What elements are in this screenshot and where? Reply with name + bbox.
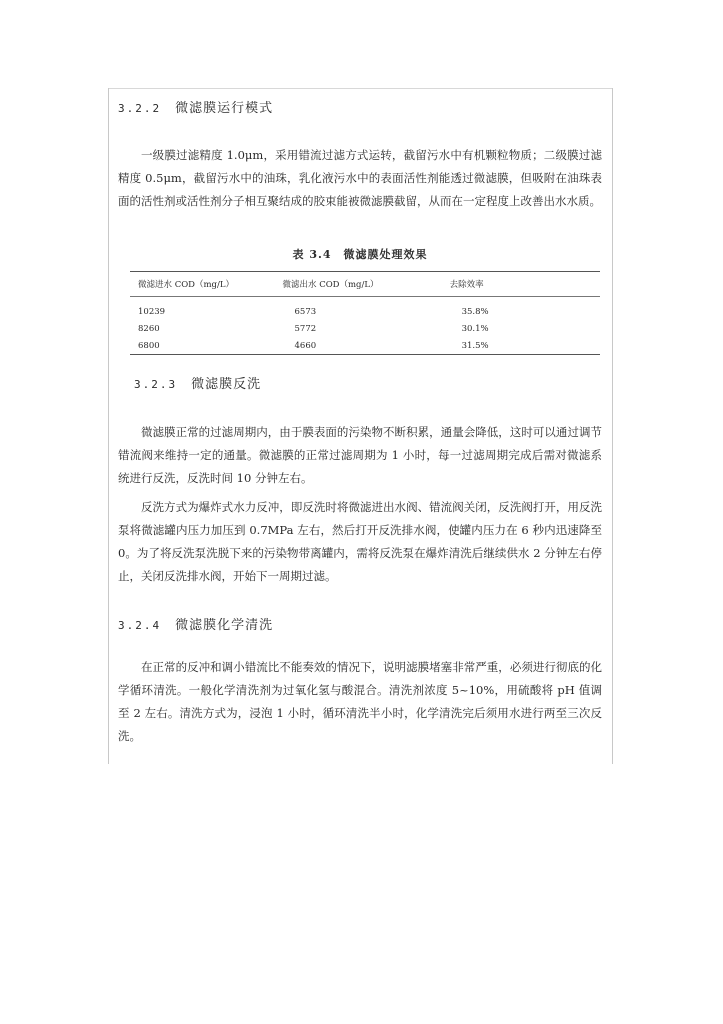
section-322-number: 3.2.2 [118,102,162,115]
table-header-effluent-cod: 微滤出水 COD（mg/L） [282,280,379,290]
table-cell: 6800 [138,340,160,351]
section-323-paragraph-1: 微滤膜正常的过滤周期内，由于膜表面的污染物不断积累，通量会降低，这时可以通过调节错流阀来维持一定的通量。微滤膜的正常过滤周期为 1 小时，每一过滤周期完成后需对微滤系统进行反洗，反洗时间 10 分钟左右。 [118,425,602,485]
page-frame-left [108,88,109,764]
section-322-paragraph: 一级膜过滤精度 1.0μm，采用错流过滤方式运转，截留污水中有机颗粒物质；二级膜过滤精度 0.5μm，截留污水中的油珠，乳化液污水中的表面活性剂能透过微滤膜，但吸附在油珠表面的活性剂或活性剂分子相互聚结成的胶束能被微滤膜截留，从而在一定程度上改善出水水质。 [118,148,602,208]
section-322-heading [118,97,273,116]
page-frame-right [612,88,613,764]
table-header-row [130,272,600,297]
table-header-influent-cod: 微滤进水 COD（mg/L） [138,280,234,290]
table-cell: 10239 [138,306,166,317]
treatment-effect-table [130,271,600,355]
section-324-title: 微滤膜化学清洗 [175,618,274,633]
table-caption [118,246,602,262]
section-323-number: 3.2.3 [134,378,178,391]
table-caption-title: 微滤膜处理效果 [343,248,428,261]
section-323-title: 微滤膜反洗 [191,377,262,392]
table-cell: 35.8% [461,306,489,317]
page-frame-top [108,88,613,89]
table-cell: 6573 [294,306,317,317]
table-cell: 8260 [138,323,160,334]
table-cell: 5772 [294,323,317,334]
table-cell: 4660 [294,340,317,351]
table-caption-number: 表 3.4 [292,248,332,261]
section-324-number: 3.2.4 [118,619,162,632]
table-row [130,297,600,321]
section-323-heading [134,373,261,392]
section-324-heading [118,614,273,633]
section-323-paragraph-2: 反洗方式为爆炸式水力反冲，即反洗时将微滤进出水阀、错流阀关闭，反洗阀打开，用反洗泵将微滤罐内压力加压到 0.7MPa 左右，然后打开反洗排水阀，使罐内压力在 6 秒内迅速降至 0。为了将反洗泵洗脱下来的污染物带离罐内，需将反洗泵在爆炸清洗后继续供水 2 分钟左右停止，关闭反洗排水阀，开始下一周期过滤。 [118,500,602,583]
section-324-paragraph: 在正常的反冲和调小错流比不能奏效的情况下，说明滤膜堵塞非常严重，必须进行彻底的化学循环清洗。一般化学清洗剂为过氧化氢与酸混合。清洗剂浓度 5~10%，用硫酸将 pH 值调至 2 左右。清洗方式为，浸泡 1 小时，循环清洗半小时，化学清洗完后须用水进行两至三次反洗。 [118,660,602,743]
table-row [130,320,600,337]
section-322-title: 微滤膜运行模式 [175,101,274,116]
table-cell: 30.1% [461,323,489,334]
table-cell: 31.5% [461,340,489,351]
table-header-removal-efficiency: 去除效率 [449,280,484,290]
table-row [130,337,600,355]
